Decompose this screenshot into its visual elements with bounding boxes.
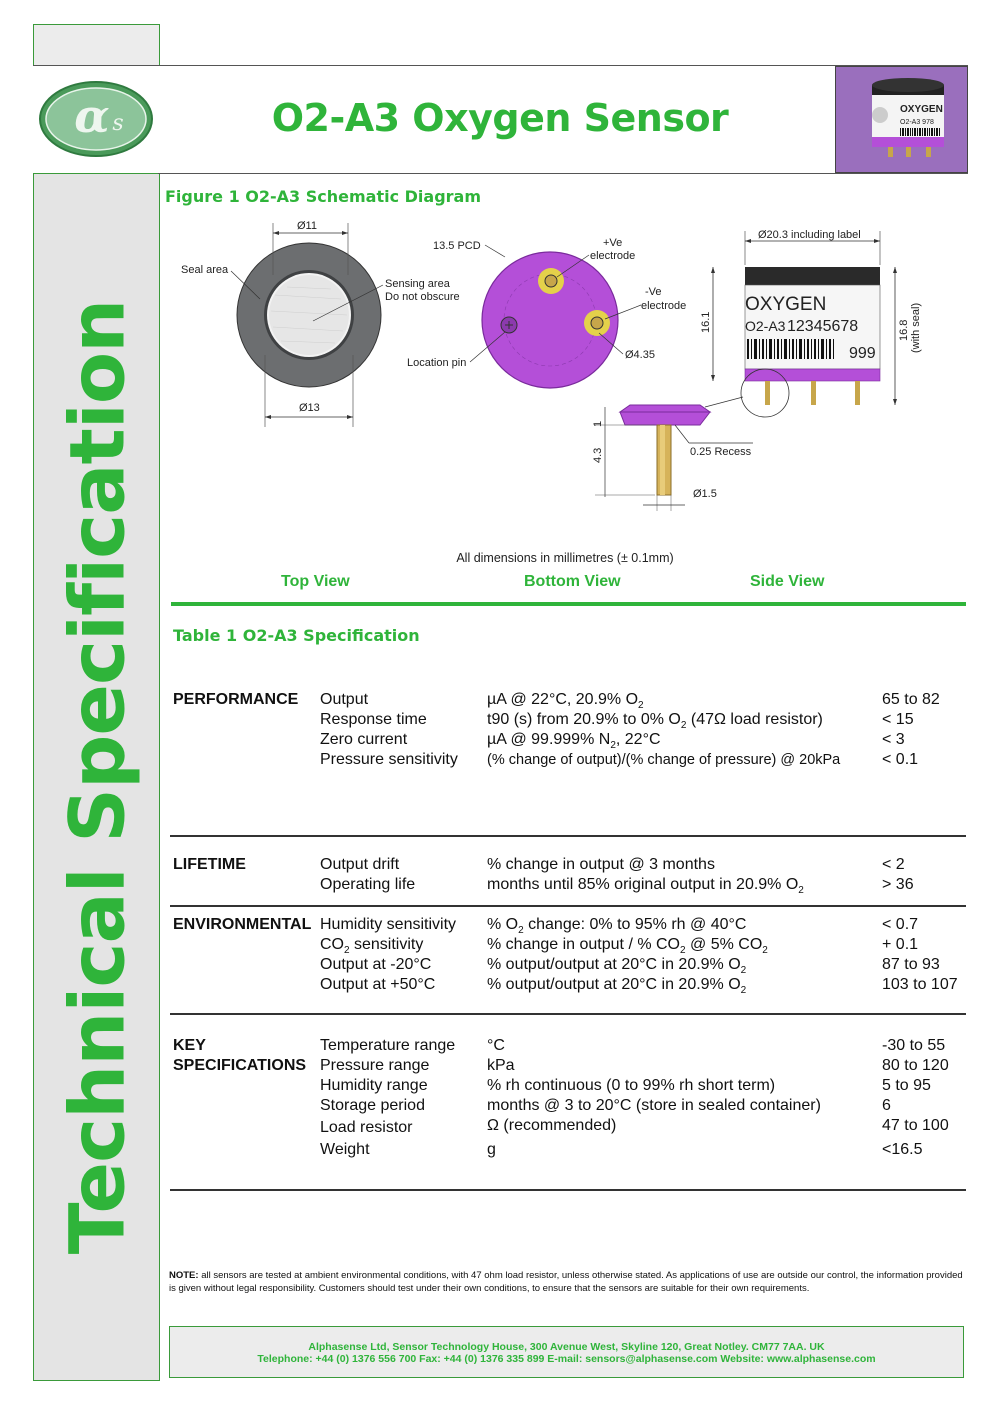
section-performance: PERFORMANCE [173, 691, 299, 708]
cond-output-minus20: % output/output at 20°C in 20.9% $O_2$ [487, 956, 747, 976]
side-label-batch: 999 [849, 345, 876, 362]
product-photo [835, 66, 968, 173]
figure-title: Figure 1 O2-A3 Schematic Diagram [165, 187, 482, 206]
side-label-oxygen: OXYGEN [745, 294, 827, 315]
neg-electrode-label-1: -Ve [645, 286, 662, 298]
cond-pressure-sensitivity: (% change of output)/(% change of pressure) @ 20kPa [487, 752, 841, 768]
section-specifications: SPECIFICATIONS [173, 1057, 307, 1074]
disclaimer-note [169, 1270, 966, 1295]
pos-electrode-label-2: electrode [590, 250, 636, 262]
note-label: NOTE: [169, 1270, 199, 1281]
sidebar [33, 173, 160, 1381]
value-output-plus50: 103 to 107 [882, 976, 958, 993]
alphasense-logo [38, 80, 154, 158]
height-161-label: 16.1 [700, 311, 712, 333]
section-environmental: ENVIRONMENTAL [173, 916, 312, 933]
with-seal-label: (with seal) [910, 302, 922, 353]
top-dim-d13: Ø13 [299, 402, 320, 414]
note-text: all sensors are tested at ambient environmental conditions, with 47 ohm load resistor, unless otherwise stated. As applications of use are outside our control, the information provided is given without legal responsibility. Customers should test under their own conditions, to ensure that the sensors are suitable for their own requirements. [169, 1270, 963, 1294]
side-view-label: Side View [750, 573, 825, 590]
table-rule [170, 905, 966, 907]
pin-diameter-label: Ø4.35 [625, 349, 655, 361]
pcd-label: 13.5 PCD [433, 240, 481, 252]
footer-address: Alphasense Ltd, Sensor Technology House, 300 Avenue West, Skyline 120, Great Notley. CM77 7AA. UK [308, 1341, 825, 1353]
schematic-diagram [165, 215, 965, 550]
dim-1-label: 1 [592, 420, 604, 427]
recess-label: 0.25 Recess [690, 446, 752, 458]
value-pressure-range: 80 to 120 [882, 1057, 949, 1074]
value-humidity-sensitivity: < 0.7 [882, 916, 919, 933]
value-co2-sensitivity: + 0.1 [882, 936, 919, 953]
footer [169, 1326, 964, 1378]
side-label-serial: 12345678 [787, 318, 859, 335]
top-view-drawing [181, 220, 460, 427]
side-dim-label: Ø20.3 including label [758, 229, 861, 241]
cond-humidity-range: % rh continuous (0 to 99% rh short term) [487, 1077, 776, 1094]
seal-area-label: Seal area [181, 264, 229, 276]
param-temperature-range: Temperature range [320, 1037, 456, 1054]
cond-output-plus50: % output/output at 20°C in 20.9% $O_2$ [487, 976, 747, 996]
header-corner-box [33, 24, 160, 66]
dim-43-label: 4.3 [592, 447, 604, 463]
param-output: Output [320, 691, 369, 708]
param-humidity-range: Humidity range [320, 1077, 428, 1094]
cond-temperature-range: °C [487, 1037, 505, 1054]
cond-storage-period: months @ 3 to 20°C (store in sealed container) [487, 1097, 821, 1114]
value-response-time: < 15 [882, 711, 914, 728]
table-title: Table 1 O2-A3 Specification [173, 626, 420, 645]
height-168-label: 16.8 [898, 319, 910, 341]
value-output: 65 to 82 [882, 691, 940, 708]
param-pressure-sensitivity: Pressure sensitivity [320, 751, 458, 768]
cond-response-time: t90 (s) from 20.9% to 0% $O_2$ (47Ω load resistor) [487, 711, 823, 731]
param-output-minus20: Output at -20°C [320, 956, 432, 973]
side-label-model: O2-A3 [745, 318, 786, 334]
neg-electrode-label-2: electrode [641, 300, 687, 312]
cond-output-drift: % change in output @ 3 months [487, 856, 715, 873]
cond-output: µA @ 22°C, 20.9% $O_2$ [487, 691, 644, 711]
svg-text:s: s [112, 111, 124, 136]
section-key: KEY [173, 1037, 206, 1054]
section-lifetime: LIFETIME [173, 856, 246, 873]
photo-label-model: O2-A3 978 [900, 119, 934, 126]
cond-weight: g [487, 1141, 496, 1158]
photo-label-oxygen: OXYGEN [900, 104, 943, 115]
cond-operating-life: months until 85% original output in 20.9% $O_2$ [487, 876, 804, 896]
dimension-note: All dimensions in millimetres (± 0.1mm) [456, 551, 674, 565]
value-load-resistor: 47 to 100 [882, 1117, 949, 1134]
value-output-drift: < 2 [882, 856, 905, 873]
value-pressure-sensitivity: < 0.1 [882, 751, 919, 768]
param-humidity-sensitivity: Humidity sensitivity [320, 916, 457, 933]
value-operating-life: > 36 [882, 876, 914, 893]
side-view-drawing [592, 229, 922, 511]
pos-electrode-label-1: +Ve [603, 237, 623, 249]
header-rule [33, 65, 968, 66]
cond-load-resistor: Ω (recommended) [487, 1117, 617, 1134]
top-dim-d11: Ø11 [297, 220, 317, 232]
footer-contacts: Telephone: +44 (0) 1376 556 700 Fax: +44 (0) 1376 335 899 E-mail: sensors@alphasense.com Website: www.alphasense.com [257, 1353, 876, 1365]
value-humidity-range: 5 to 95 [882, 1077, 931, 1094]
value-output-minus20: 87 to 93 [882, 956, 940, 973]
cond-co2-sensitivity: % change in output / % $CO_2$ @ 5% $CO_2$ [487, 936, 768, 956]
title-rule [158, 173, 968, 174]
param-output-drift: Output drift [320, 856, 400, 873]
page-title: O2-A3 Oxygen Sensor [271, 96, 729, 140]
location-pin-label: Location pin [407, 357, 467, 369]
param-zero-current: Zero current [320, 731, 408, 748]
sensing-area-label: Sensing area [385, 278, 450, 290]
section-divider [171, 602, 966, 606]
value-weight: <16.5 [882, 1141, 923, 1158]
bottom-view-label: Bottom View [524, 573, 621, 590]
table-rule [170, 1013, 966, 1015]
param-pressure-range: Pressure range [320, 1057, 430, 1074]
param-storage-period: Storage period [320, 1097, 425, 1114]
value-temperature-range: -30 to 55 [882, 1037, 946, 1054]
cond-humidity-sensitivity: % $O_2$ change: 0% to 95% rh @ 40°C [487, 916, 747, 936]
bottom-view-drawing [407, 237, 686, 388]
param-co2-sensitivity: $CO_2$ sensitivity [320, 936, 424, 956]
table-rule [170, 1189, 966, 1191]
pin-15-label: Ø1.5 [693, 488, 717, 500]
table-rule [170, 835, 966, 837]
param-weight: Weight [320, 1141, 370, 1158]
param-output-plus50: Output at +50°C [320, 976, 436, 993]
param-operating-life: Operating life [320, 876, 416, 893]
svg-text:α: α [74, 89, 110, 143]
sidebar-title: Technical Specification [52, 299, 141, 1255]
param-load-resistor: Load resistor [320, 1119, 413, 1136]
value-zero-current: < 3 [882, 731, 905, 748]
param-response-time: Response time [320, 711, 427, 728]
do-not-obscure-label: Do not obscure [385, 291, 460, 303]
cond-zero-current: µA @ 99.999% $N_2$, 22°C [487, 731, 661, 751]
top-view-label: Top View [281, 573, 350, 590]
value-storage-period: 6 [882, 1097, 891, 1114]
cond-pressure-range: kPa [487, 1057, 515, 1074]
